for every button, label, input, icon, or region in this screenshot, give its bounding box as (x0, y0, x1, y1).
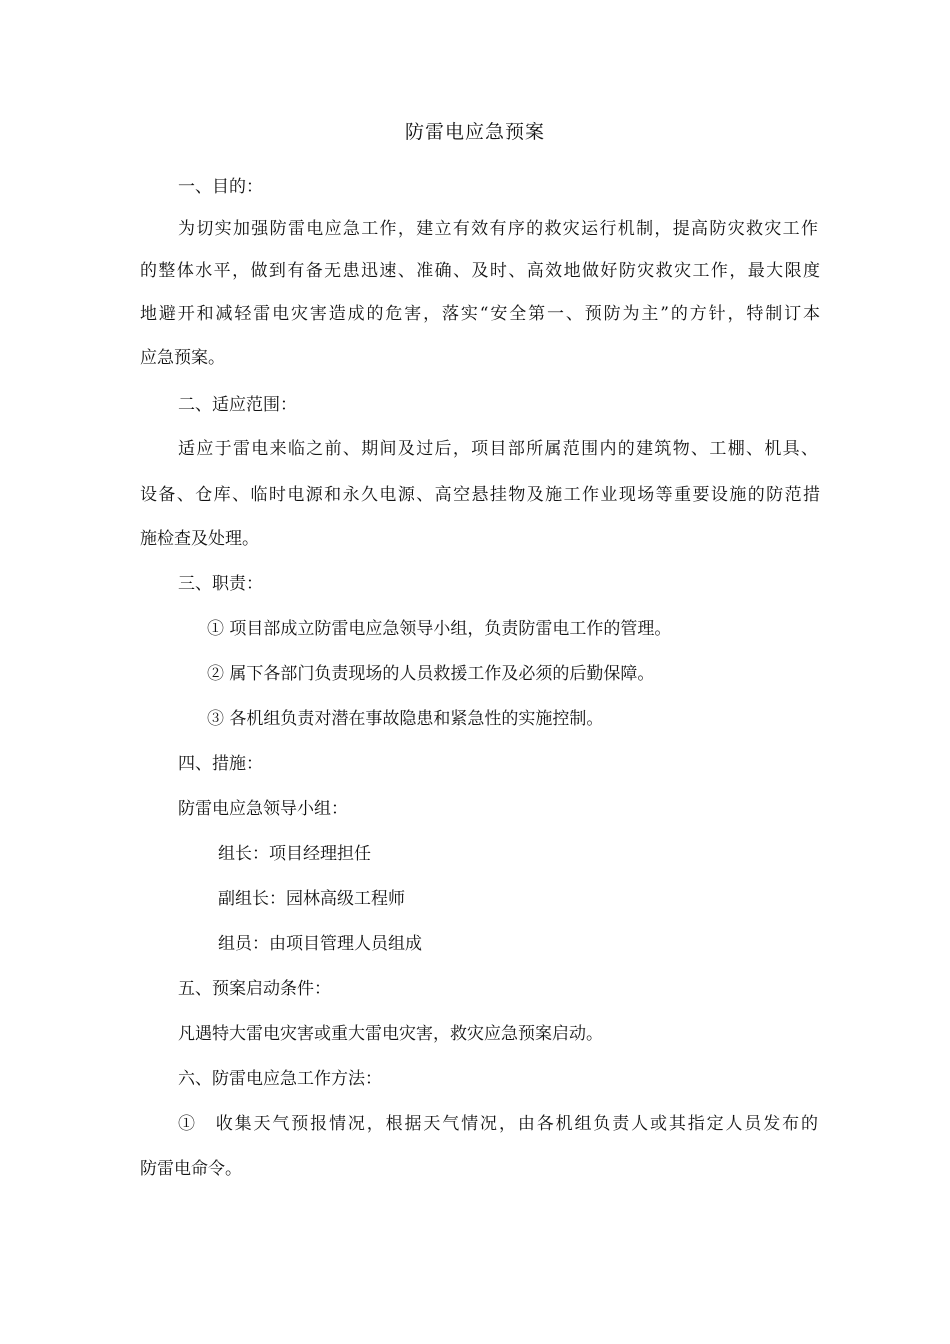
paragraph-line: 为切实加强防雷电应急工作，建立有效有序的救灾运行机制，提高防灾救灾工作 (178, 219, 818, 239)
paragraph-line: 设备、仓库、临时电源和永久电源、高空悬挂物及施工作业现场等重要设施的防范措 (140, 485, 820, 505)
member-line: 组员：由项目管理人员组成 (218, 934, 422, 954)
paragraph-line: 应急预案。 (140, 348, 225, 368)
paragraph-line: 的整体水平，做到有备无患迅速、准确、及时、高效地做好防灾救灾工作，最大限度 (140, 261, 820, 281)
paragraph-line: 适应于雷电来临之前、期间及过后，项目部所属范围内的建筑物、工棚、机具、 (178, 439, 818, 459)
section-heading-scope: 二、适应范围： (178, 395, 297, 415)
section-heading-measures: 四、措施： (178, 754, 263, 774)
section-heading-methods: 六、防雷电应急工作方法： (178, 1069, 382, 1089)
section-heading-duties: 三、职责： (178, 574, 263, 594)
list-item: ③ 各机组负责对潜在事故隐患和紧急性的实施控制。 (207, 709, 604, 729)
member-line: 组长：项目经理担任 (218, 844, 371, 864)
document-title: 防雷电应急预案 (404, 121, 545, 143)
paragraph-line: ① 收集天气预报情况，根据天气情况，由各机组负责人或其指定人员发布的 (178, 1114, 818, 1134)
paragraph-line: 施检查及处理。 (140, 529, 259, 549)
list-item: ① 项目部成立防雷电应急领导小组，负责防雷电工作的管理。 (207, 619, 672, 639)
section-heading-purpose: 一、目的： (178, 177, 263, 197)
group-title: 防雷电应急领导小组： (178, 799, 348, 819)
paragraph-line: 防雷电命令。 (140, 1159, 242, 1179)
paragraph-line: 凡遇特大雷电灾害或重大雷电灾害，救灾应急预案启动。 (178, 1024, 603, 1044)
paragraph-line: 地避开和减轻雷电灾害造成的危害，落实“安全第一、预防为主”的方针，特制订本 (140, 304, 820, 324)
section-heading-activation: 五、预案启动条件： (178, 979, 331, 999)
list-item: ② 属下各部门负责现场的人员救援工作及必须的后勤保障。 (207, 664, 655, 684)
member-line: 副组长：园林高级工程师 (218, 889, 405, 909)
